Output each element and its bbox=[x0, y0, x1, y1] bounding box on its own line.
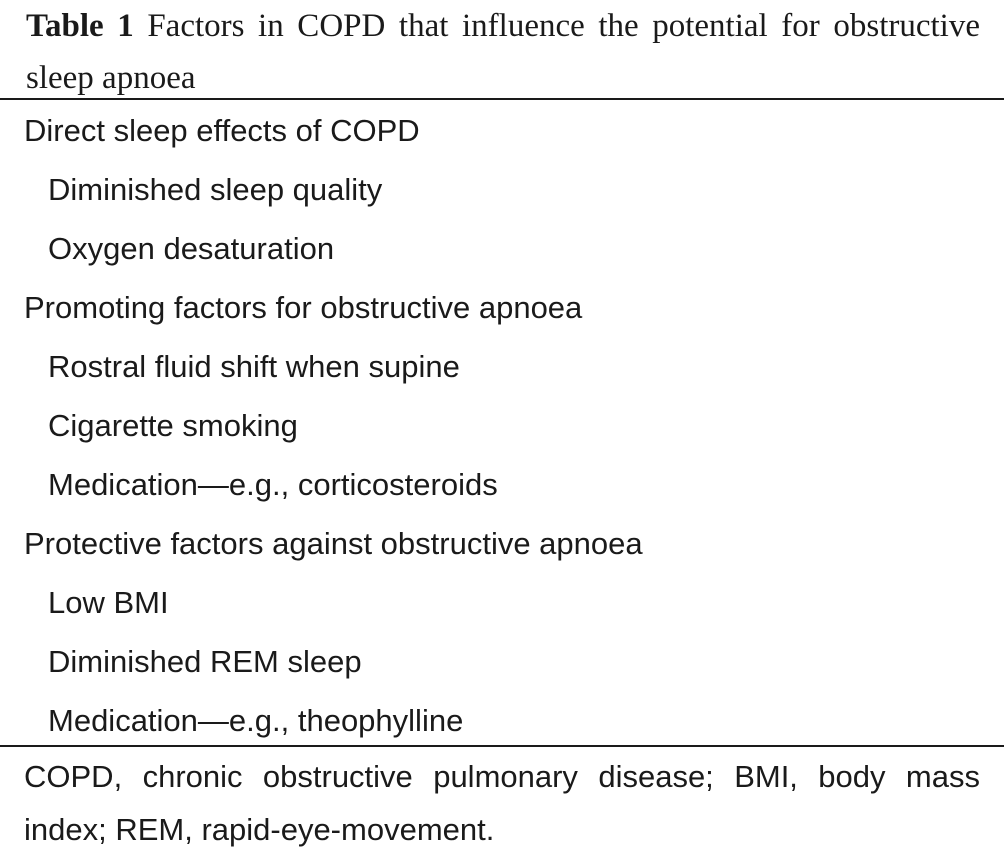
table-row: Cigarette smoking bbox=[48, 408, 298, 443]
table-row: Diminished sleep quality bbox=[48, 172, 383, 207]
table-row: Diminished REM sleep bbox=[48, 644, 362, 679]
table-section-heading: Protective factors against obstructive apnoea bbox=[24, 526, 643, 561]
table-caption-label: Table 1 bbox=[26, 8, 134, 44]
table-footnote: COPD, chronic obstructive pulmonary disease; BMI, body mass index; REM, rapid-eye-movement. bbox=[24, 759, 980, 847]
table-row: Medication—e.g., corticosteroids bbox=[48, 467, 498, 502]
table-top-rule bbox=[0, 98, 1004, 100]
table-row: Low BMI bbox=[48, 585, 169, 620]
table-row: Oxygen desaturation bbox=[48, 231, 335, 266]
table-caption-text: Factors in COPD that influence the potential for obstructive sleep apnoea bbox=[26, 8, 980, 96]
table-caption bbox=[26, 0, 980, 104]
table-row: Medication—e.g., theophylline bbox=[48, 703, 464, 738]
table-section-heading: Direct sleep effects of COPD bbox=[24, 113, 420, 148]
table-bottom-rule bbox=[0, 745, 1004, 747]
table-row: Rostral fluid shift when supine bbox=[48, 349, 460, 384]
table-section-heading: Promoting factors for obstructive apnoea bbox=[24, 290, 583, 325]
table-body bbox=[0, 101, 1004, 750]
